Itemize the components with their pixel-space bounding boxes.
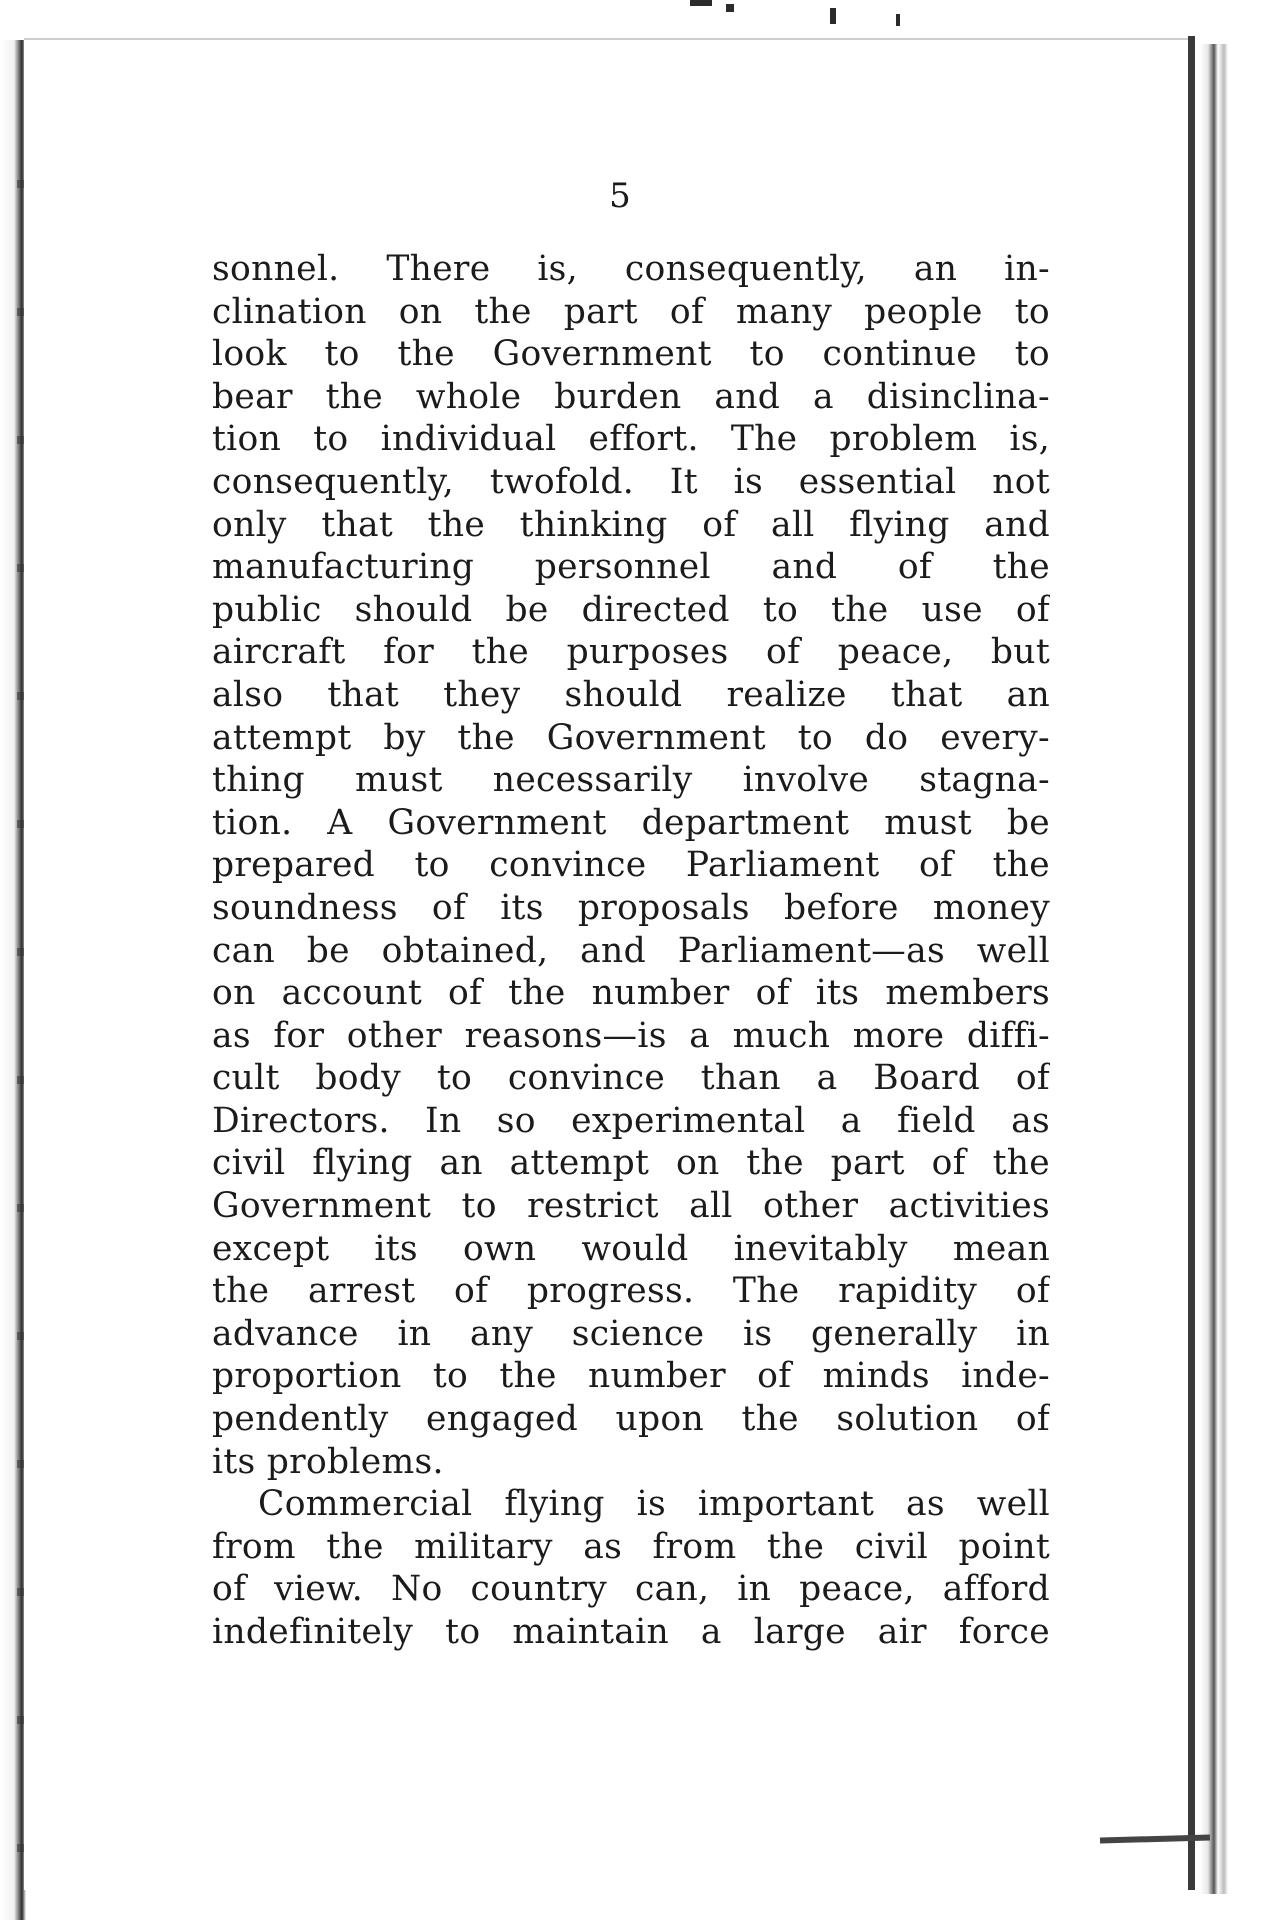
- text-line: civil flying an attempt on the part of the: [212, 1143, 1050, 1184]
- body-text: [212, 248, 1050, 1654]
- text-line: tion. A Government department must be: [212, 802, 1050, 843]
- text-line: manufacturing personnel and of the: [212, 547, 1050, 588]
- text-line: also that they should realize that an: [212, 674, 1050, 715]
- text-line: Government to restrict all other activities: [212, 1186, 1050, 1227]
- text-line: of view. No country can, in peace, afford: [212, 1569, 1050, 1610]
- text-line: consequently, twofold. It is essential not: [212, 461, 1050, 502]
- text-line: on account of the number of its members: [212, 973, 1050, 1014]
- text-line: proportion to the number of minds inde-: [212, 1356, 1050, 1397]
- page-right-edge: [1188, 36, 1195, 1890]
- text-line: indefinitely to maintain a large air force: [212, 1612, 1050, 1652]
- text-line: bear the whole burden and a disinclina-: [212, 376, 1050, 417]
- text-line: as for other reasons—is a much more diffi-: [212, 1015, 1050, 1056]
- text-line: clination on the part of many people to: [212, 291, 1050, 332]
- text-line: from the military as from the civil point: [212, 1526, 1050, 1567]
- text-line: pendently engaged upon the solution of: [212, 1399, 1050, 1440]
- text-line: advance in any science is generally in: [212, 1313, 1050, 1354]
- text-line: the arrest of progress. The rapidity of: [212, 1271, 1050, 1312]
- text-line: soundness of its proposals before money: [212, 887, 1050, 928]
- page-number: 5: [609, 176, 631, 216]
- text-line: except its own would inevitably mean: [212, 1228, 1050, 1269]
- text-line: can be obtained, and Parliament—as well: [212, 930, 1050, 971]
- text-line: cult body to convince than a Board of: [212, 1058, 1050, 1099]
- text-line: thing must necessarily involve stagna-: [212, 760, 1050, 801]
- text-line: Directors. In so experimental a field as: [212, 1100, 1050, 1141]
- text-line: public should be directed to the use of: [212, 589, 1050, 630]
- text-line: only that the thinking of all flying and: [212, 504, 1050, 545]
- text-line: attempt by the Government to do every-: [212, 717, 1050, 758]
- text-line: tion to individual effort. The problem is,: [212, 419, 1050, 460]
- text-line: look to the Government to continue to: [212, 334, 1050, 375]
- text-line-paragraph-end: its problems.: [212, 1441, 444, 1482]
- text-line-paragraph-start: Commercial flying is important as well: [258, 1484, 1050, 1525]
- scan-top-marks: [690, 0, 930, 30]
- text-line: aircraft for the purposes of peace, but: [212, 632, 1050, 673]
- text-line: prepared to convince Parliament of the: [212, 845, 1050, 886]
- text-line: sonnel. There is, consequently, an in-: [212, 249, 1050, 289]
- page-stack-edge: [1200, 44, 1228, 1894]
